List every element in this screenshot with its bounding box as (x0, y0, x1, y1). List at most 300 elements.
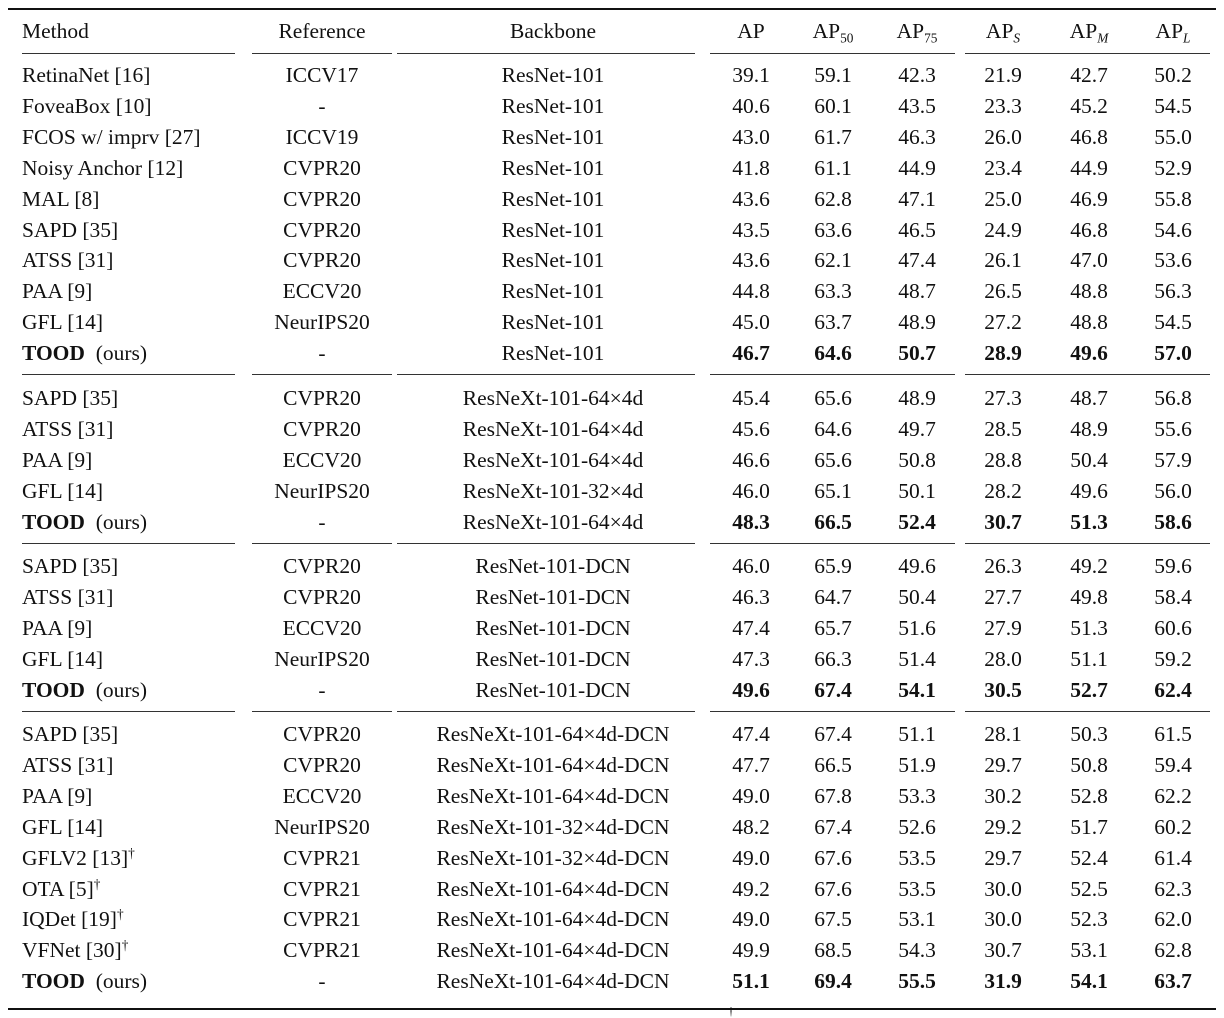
method-name: OTA [5] (22, 877, 94, 901)
backbone-cell: ResNet-101 (501, 156, 605, 180)
value-ap50: 67.8 (814, 784, 852, 808)
value-apm: 48.9 (1070, 417, 1108, 441)
value-ap75: 50.8 (898, 448, 936, 472)
method-name: PAA [9] (22, 279, 93, 303)
method-name: GFL [14] (22, 815, 104, 839)
reference-cell: - (318, 969, 326, 993)
table-row-method (22, 62, 242, 88)
group-rule-2-3 (710, 711, 955, 712)
value-ap75: 46.3 (898, 125, 936, 149)
table-row-method (22, 615, 242, 641)
backbone-cell: ResNet-101 (501, 63, 605, 87)
method-name: ATSS [31] (22, 585, 114, 609)
group-rule-2-2 (397, 711, 695, 712)
value-aps: 28.1 (984, 722, 1022, 746)
value-ap: 47.4 (732, 722, 770, 746)
backbone-cell: ResNet-101-DCN (475, 616, 631, 640)
value-aps: 30.0 (984, 877, 1022, 901)
value-apl: 62.0 (1154, 907, 1192, 931)
method-name: PAA [9] (22, 616, 93, 640)
value-aps: 29.7 (984, 753, 1022, 777)
method-name: RetinaNet [16] (22, 63, 151, 87)
backbone-cell: ResNeXt-101-32×4d-DCN (436, 815, 670, 839)
ours-label: (ours) (84, 969, 148, 993)
value-aps: 28.2 (984, 479, 1022, 503)
value-aps: 24.9 (984, 218, 1022, 242)
value-apm: 52.7 (1070, 678, 1108, 702)
method-name: Noisy Anchor [12] (22, 156, 184, 180)
method-name: SAPD [35] (22, 218, 119, 242)
value-aps: 29.7 (984, 846, 1022, 870)
header-rule-4 (965, 53, 1210, 54)
value-apm: 52.4 (1070, 846, 1108, 870)
value-aps: 31.9 (984, 969, 1022, 993)
table-row-method (22, 447, 242, 473)
value-apm: 52.5 (1070, 877, 1108, 901)
header-aps-sub: S (1013, 30, 1021, 46)
value-ap75: 47.4 (898, 248, 936, 272)
value-aps: 28.0 (984, 647, 1022, 671)
method-name: GFL [14] (22, 647, 104, 671)
table-row-method (22, 93, 242, 119)
top-rule (8, 8, 1216, 10)
table-row-method (22, 646, 242, 672)
value-ap75: 52.4 (898, 510, 936, 534)
value-apl: 52.9 (1154, 156, 1192, 180)
value-ap50: 65.1 (814, 479, 852, 503)
group-rule-2-0 (22, 711, 235, 712)
value-ap: 43.6 (732, 248, 770, 272)
method-name: GFL [14] (22, 310, 104, 334)
group-rule-0-2 (397, 374, 695, 375)
value-aps: 27.2 (984, 310, 1022, 334)
reference-cell: NeurIPS20 (274, 310, 370, 334)
value-apl: 61.4 (1154, 846, 1192, 870)
header-ap50-base: AP (812, 19, 841, 43)
value-apm: 52.8 (1070, 784, 1108, 808)
ours-method-name: TOOD (22, 969, 85, 993)
backbone-cell: ResNeXt-101-64×4d-DCN (436, 722, 670, 746)
header-aps (964, 18, 1042, 44)
backbone-cell: ResNeXt-101-64×4d-DCN (436, 969, 670, 993)
value-ap50: 64.7 (814, 585, 852, 609)
header-reference: Reference (278, 19, 366, 43)
value-ap75: 51.9 (898, 753, 936, 777)
value-ap50: 65.7 (814, 616, 852, 640)
value-ap50: 66.5 (814, 753, 852, 777)
value-apl: 62.4 (1154, 678, 1192, 702)
value-ap: 49.2 (732, 877, 770, 901)
value-apl: 60.2 (1154, 815, 1192, 839)
header-ap75 (878, 18, 956, 44)
table-row-method (22, 937, 242, 963)
reference-cell: CVPR20 (283, 218, 361, 242)
value-aps: 26.5 (984, 279, 1022, 303)
value-ap: 49.0 (732, 784, 770, 808)
value-ap50: 67.5 (814, 907, 852, 931)
value-aps: 27.3 (984, 386, 1022, 410)
header-apl-base: AP (1155, 19, 1184, 43)
method-name: PAA [9] (22, 448, 93, 472)
header-rule-0 (22, 53, 235, 54)
value-ap: 46.3 (732, 585, 770, 609)
table-row-method (22, 247, 242, 273)
reference-cell: CVPR20 (283, 386, 361, 410)
value-ap: 47.3 (732, 647, 770, 671)
ours-method-name: TOOD (22, 510, 85, 534)
value-apl: 62.2 (1154, 784, 1192, 808)
table-row-method (22, 278, 242, 304)
value-apm: 50.3 (1070, 722, 1108, 746)
reference-cell: ICCV17 (285, 63, 359, 87)
method-name: ATSS [31] (22, 753, 114, 777)
value-apl: 50.2 (1154, 63, 1192, 87)
backbone-cell: ResNeXt-101-64×4d-DCN (436, 784, 670, 808)
header-apm-base: AP (1069, 19, 1098, 43)
value-aps: 30.2 (984, 784, 1022, 808)
value-ap: 49.9 (732, 938, 770, 962)
value-apm: 52.3 (1070, 907, 1108, 931)
value-ap: 49.0 (732, 846, 770, 870)
value-ap75: 46.5 (898, 218, 936, 242)
method-name: SAPD [35] (22, 386, 119, 410)
reference-cell: ECCV20 (282, 279, 362, 303)
group-rule-0-1 (252, 374, 392, 375)
value-apl: 62.3 (1154, 877, 1192, 901)
backbone-cell: ResNet-101 (501, 248, 605, 272)
ours-label: (ours) (84, 341, 148, 365)
value-ap: 47.4 (732, 616, 770, 640)
value-apm: 45.2 (1070, 94, 1108, 118)
value-apl: 56.8 (1154, 386, 1192, 410)
table-row-method (22, 309, 242, 335)
backbone-cell: ResNet-101-DCN (475, 678, 631, 702)
reference-cell: ECCV20 (282, 448, 362, 472)
header-ap75-sub: 75 (924, 30, 938, 46)
value-ap: 46.0 (732, 479, 770, 503)
value-ap: 45.4 (732, 386, 770, 410)
dagger-mark: † (93, 876, 101, 892)
backbone-cell: ResNet-101-DCN (475, 585, 631, 609)
table-row-method (22, 217, 242, 243)
backbone-cell: ResNet-101 (501, 218, 605, 242)
table-row-method (22, 416, 242, 442)
value-aps: 21.9 (984, 63, 1022, 87)
value-apm: 50.8 (1070, 753, 1108, 777)
table-row-method (22, 124, 242, 150)
table-row-method (22, 478, 242, 504)
value-apm: 51.1 (1070, 647, 1108, 671)
value-aps: 30.5 (984, 678, 1022, 702)
value-apl: 58.6 (1154, 510, 1192, 534)
value-apm: 48.8 (1070, 279, 1108, 303)
value-ap: 49.0 (732, 907, 770, 931)
method-name: ATSS [31] (22, 248, 114, 272)
header-aps-base: AP (985, 19, 1014, 43)
reference-cell: CVPR20 (283, 417, 361, 441)
header-apl-sub: L (1183, 30, 1191, 46)
bottom-rule (8, 1008, 1216, 1010)
value-aps: 25.0 (984, 187, 1022, 211)
value-apm: 46.8 (1070, 125, 1108, 149)
header-ap75-base: AP (896, 19, 925, 43)
backbone-cell: ResNet-101 (501, 341, 605, 365)
value-ap75: 50.7 (898, 341, 936, 365)
reference-cell: - (318, 94, 326, 118)
group-rule-0-0 (22, 374, 235, 375)
value-apl: 63.7 (1154, 969, 1192, 993)
value-apm: 47.0 (1070, 248, 1108, 272)
value-ap: 47.7 (732, 753, 770, 777)
value-ap75: 52.6 (898, 815, 936, 839)
value-ap75: 55.5 (898, 969, 936, 993)
header-rule-3 (710, 53, 955, 54)
group-rule-0-3 (710, 374, 955, 375)
value-ap75: 50.4 (898, 585, 936, 609)
header-backbone: Backbone (510, 19, 596, 43)
value-ap75: 44.9 (898, 156, 936, 180)
value-apm: 53.1 (1070, 938, 1108, 962)
value-apl: 54.5 (1154, 310, 1192, 334)
ours-method-name: TOOD (22, 678, 85, 702)
value-ap50: 67.6 (814, 846, 852, 870)
backbone-cell: ResNeXt-101-64×4d-DCN (436, 753, 670, 777)
group-rule-2-4 (965, 711, 1210, 712)
backbone-cell: ResNeXt-101-64×4d (462, 417, 644, 441)
value-ap: 48.3 (732, 510, 770, 534)
backbone-cell: ResNet-101 (501, 125, 605, 149)
backbone-cell: ResNet-101-DCN (475, 647, 631, 671)
backbone-cell: ResNet-101 (501, 187, 605, 211)
value-aps: 23.4 (984, 156, 1022, 180)
reference-cell: NeurIPS20 (274, 815, 370, 839)
method-name: PAA [9] (22, 784, 93, 808)
reference-cell: ECCV20 (282, 616, 362, 640)
backbone-cell: ResNet-101 (501, 279, 605, 303)
value-ap75: 54.1 (898, 678, 936, 702)
value-ap50: 65.6 (814, 448, 852, 472)
value-apl: 54.6 (1154, 218, 1192, 242)
value-ap50: 69.4 (814, 969, 852, 993)
value-apm: 51.7 (1070, 815, 1108, 839)
value-apl: 56.0 (1154, 479, 1192, 503)
value-ap75: 51.1 (898, 722, 936, 746)
table-row-method (22, 155, 242, 181)
value-ap75: 50.1 (898, 479, 936, 503)
value-apl: 57.0 (1154, 341, 1192, 365)
dagger-mark: † (121, 937, 129, 953)
table-row-method (22, 186, 242, 212)
value-apl: 57.9 (1154, 448, 1192, 472)
table-row-ours-method (22, 340, 242, 366)
ours-label: (ours) (84, 678, 148, 702)
value-aps: 29.2 (984, 815, 1022, 839)
header-rule-1 (252, 53, 392, 54)
method-name: VFNet [30] (22, 938, 122, 962)
value-ap50: 63.3 (814, 279, 852, 303)
value-aps: 30.0 (984, 907, 1022, 931)
footnote-dagger: † (728, 1004, 734, 1018)
value-ap: 46.6 (732, 448, 770, 472)
backbone-cell: ResNeXt-101-64×4d (462, 510, 644, 534)
value-ap: 41.8 (732, 156, 770, 180)
table-row-ours-method (22, 677, 242, 703)
value-ap50: 63.6 (814, 218, 852, 242)
value-apm: 49.6 (1070, 341, 1108, 365)
value-aps: 30.7 (984, 510, 1022, 534)
header-rule-2 (397, 53, 695, 54)
group-rule-1-3 (710, 543, 955, 544)
value-ap50: 62.1 (814, 248, 852, 272)
value-ap: 45.6 (732, 417, 770, 441)
group-rule-1-1 (252, 543, 392, 544)
value-apm: 42.7 (1070, 63, 1108, 87)
value-ap: 45.0 (732, 310, 770, 334)
value-ap50: 64.6 (814, 417, 852, 441)
value-ap: 44.8 (732, 279, 770, 303)
header-method: Method (22, 19, 89, 43)
value-ap75: 48.9 (898, 386, 936, 410)
reference-cell: CVPR21 (283, 938, 361, 962)
value-apl: 55.0 (1154, 125, 1192, 149)
reference-cell: ICCV19 (285, 125, 359, 149)
method-name: FoveaBox [10] (22, 94, 152, 118)
reference-cell: NeurIPS20 (274, 479, 370, 503)
value-aps: 26.0 (984, 125, 1022, 149)
header-ap50-sub: 50 (840, 30, 854, 46)
value-ap: 48.2 (732, 815, 770, 839)
ours-label: (ours) (84, 510, 148, 534)
value-ap50: 65.6 (814, 386, 852, 410)
value-ap75: 49.6 (898, 554, 936, 578)
header-apl (1134, 18, 1212, 44)
header-ap: AP (737, 19, 765, 43)
group-rule-0-4 (965, 374, 1210, 375)
value-ap: 46.0 (732, 554, 770, 578)
value-apm: 49.8 (1070, 585, 1108, 609)
table-row-method (22, 385, 242, 411)
reference-cell: CVPR20 (283, 187, 361, 211)
table-row-method (22, 814, 242, 840)
value-apl: 59.6 (1154, 554, 1192, 578)
value-aps: 28.8 (984, 448, 1022, 472)
reference-cell: CVPR21 (283, 846, 361, 870)
value-ap75: 54.3 (898, 938, 936, 962)
value-apl: 58.4 (1154, 585, 1192, 609)
value-ap75: 53.5 (898, 846, 936, 870)
backbone-cell: ResNeXt-101-64×4d-DCN (436, 907, 670, 931)
value-ap: 51.1 (732, 969, 770, 993)
value-ap75: 43.5 (898, 94, 936, 118)
reference-cell: - (318, 510, 326, 534)
method-name: FCOS w/ imprv [27] (22, 125, 201, 149)
value-apm: 46.9 (1070, 187, 1108, 211)
value-aps: 28.9 (984, 341, 1022, 365)
value-ap75: 47.1 (898, 187, 936, 211)
value-ap75: 51.6 (898, 616, 936, 640)
value-aps: 26.1 (984, 248, 1022, 272)
value-ap50: 67.6 (814, 877, 852, 901)
table-row-method (22, 584, 242, 610)
backbone-cell: ResNeXt-101-64×4d-DCN (436, 938, 670, 962)
value-ap: 43.5 (732, 218, 770, 242)
value-apl: 55.8 (1154, 187, 1192, 211)
value-ap75: 53.3 (898, 784, 936, 808)
header-apm (1050, 18, 1128, 44)
value-ap50: 59.1 (814, 63, 852, 87)
table-row-method (22, 752, 242, 778)
method-name: GFLV2 [13] (22, 846, 129, 870)
table-row-method (22, 906, 242, 932)
value-aps: 26.3 (984, 554, 1022, 578)
value-apm: 49.2 (1070, 554, 1108, 578)
table-row-method (22, 783, 242, 809)
value-ap50: 61.1 (814, 156, 852, 180)
value-apl: 53.6 (1154, 248, 1192, 272)
reference-cell: CVPR20 (283, 585, 361, 609)
value-ap50: 62.8 (814, 187, 852, 211)
table-row-method (22, 876, 242, 902)
table-row-method (22, 721, 242, 747)
value-apm: 51.3 (1070, 616, 1108, 640)
value-aps: 27.9 (984, 616, 1022, 640)
value-ap75: 53.1 (898, 907, 936, 931)
value-ap50: 68.5 (814, 938, 852, 962)
method-name: ATSS [31] (22, 417, 114, 441)
reference-cell: CVPR20 (283, 753, 361, 777)
table-row-ours-method (22, 509, 242, 535)
value-ap: 49.6 (732, 678, 770, 702)
reference-cell: CVPR20 (283, 248, 361, 272)
value-aps: 27.7 (984, 585, 1022, 609)
value-apl: 59.2 (1154, 647, 1192, 671)
method-name: SAPD [35] (22, 722, 119, 746)
table-row-ours-method (22, 968, 242, 994)
backbone-cell: ResNeXt-101-64×4d (462, 386, 644, 410)
value-aps: 23.3 (984, 94, 1022, 118)
backbone-cell: ResNeXt-101-32×4d-DCN (436, 846, 670, 870)
value-ap50: 66.5 (814, 510, 852, 534)
reference-cell: CVPR21 (283, 907, 361, 931)
backbone-cell: ResNet-101 (501, 94, 605, 118)
value-ap: 40.6 (732, 94, 770, 118)
value-ap75: 42.3 (898, 63, 936, 87)
reference-cell: CVPR20 (283, 554, 361, 578)
value-ap: 43.0 (732, 125, 770, 149)
value-apl: 61.5 (1154, 722, 1192, 746)
reference-cell: CVPR20 (283, 722, 361, 746)
value-apm: 44.9 (1070, 156, 1108, 180)
value-ap50: 63.7 (814, 310, 852, 334)
value-apm: 48.7 (1070, 386, 1108, 410)
value-apm: 51.3 (1070, 510, 1108, 534)
method-name: IQDet [19] (22, 907, 117, 931)
table-row-method (22, 553, 242, 579)
value-apl: 55.6 (1154, 417, 1192, 441)
reference-cell: CVPR21 (283, 877, 361, 901)
value-apl: 56.3 (1154, 279, 1192, 303)
backbone-cell: ResNeXt-101-32×4d (462, 479, 644, 503)
reference-cell: - (318, 678, 326, 702)
method-name: SAPD [35] (22, 554, 119, 578)
value-ap: 46.7 (732, 341, 770, 365)
dagger-mark: † (128, 845, 135, 861)
value-apl: 62.8 (1154, 938, 1192, 962)
value-apm: 54.1 (1070, 969, 1108, 993)
value-ap75: 49.7 (898, 417, 936, 441)
reference-cell: - (318, 341, 326, 365)
group-rule-1-0 (22, 543, 235, 544)
